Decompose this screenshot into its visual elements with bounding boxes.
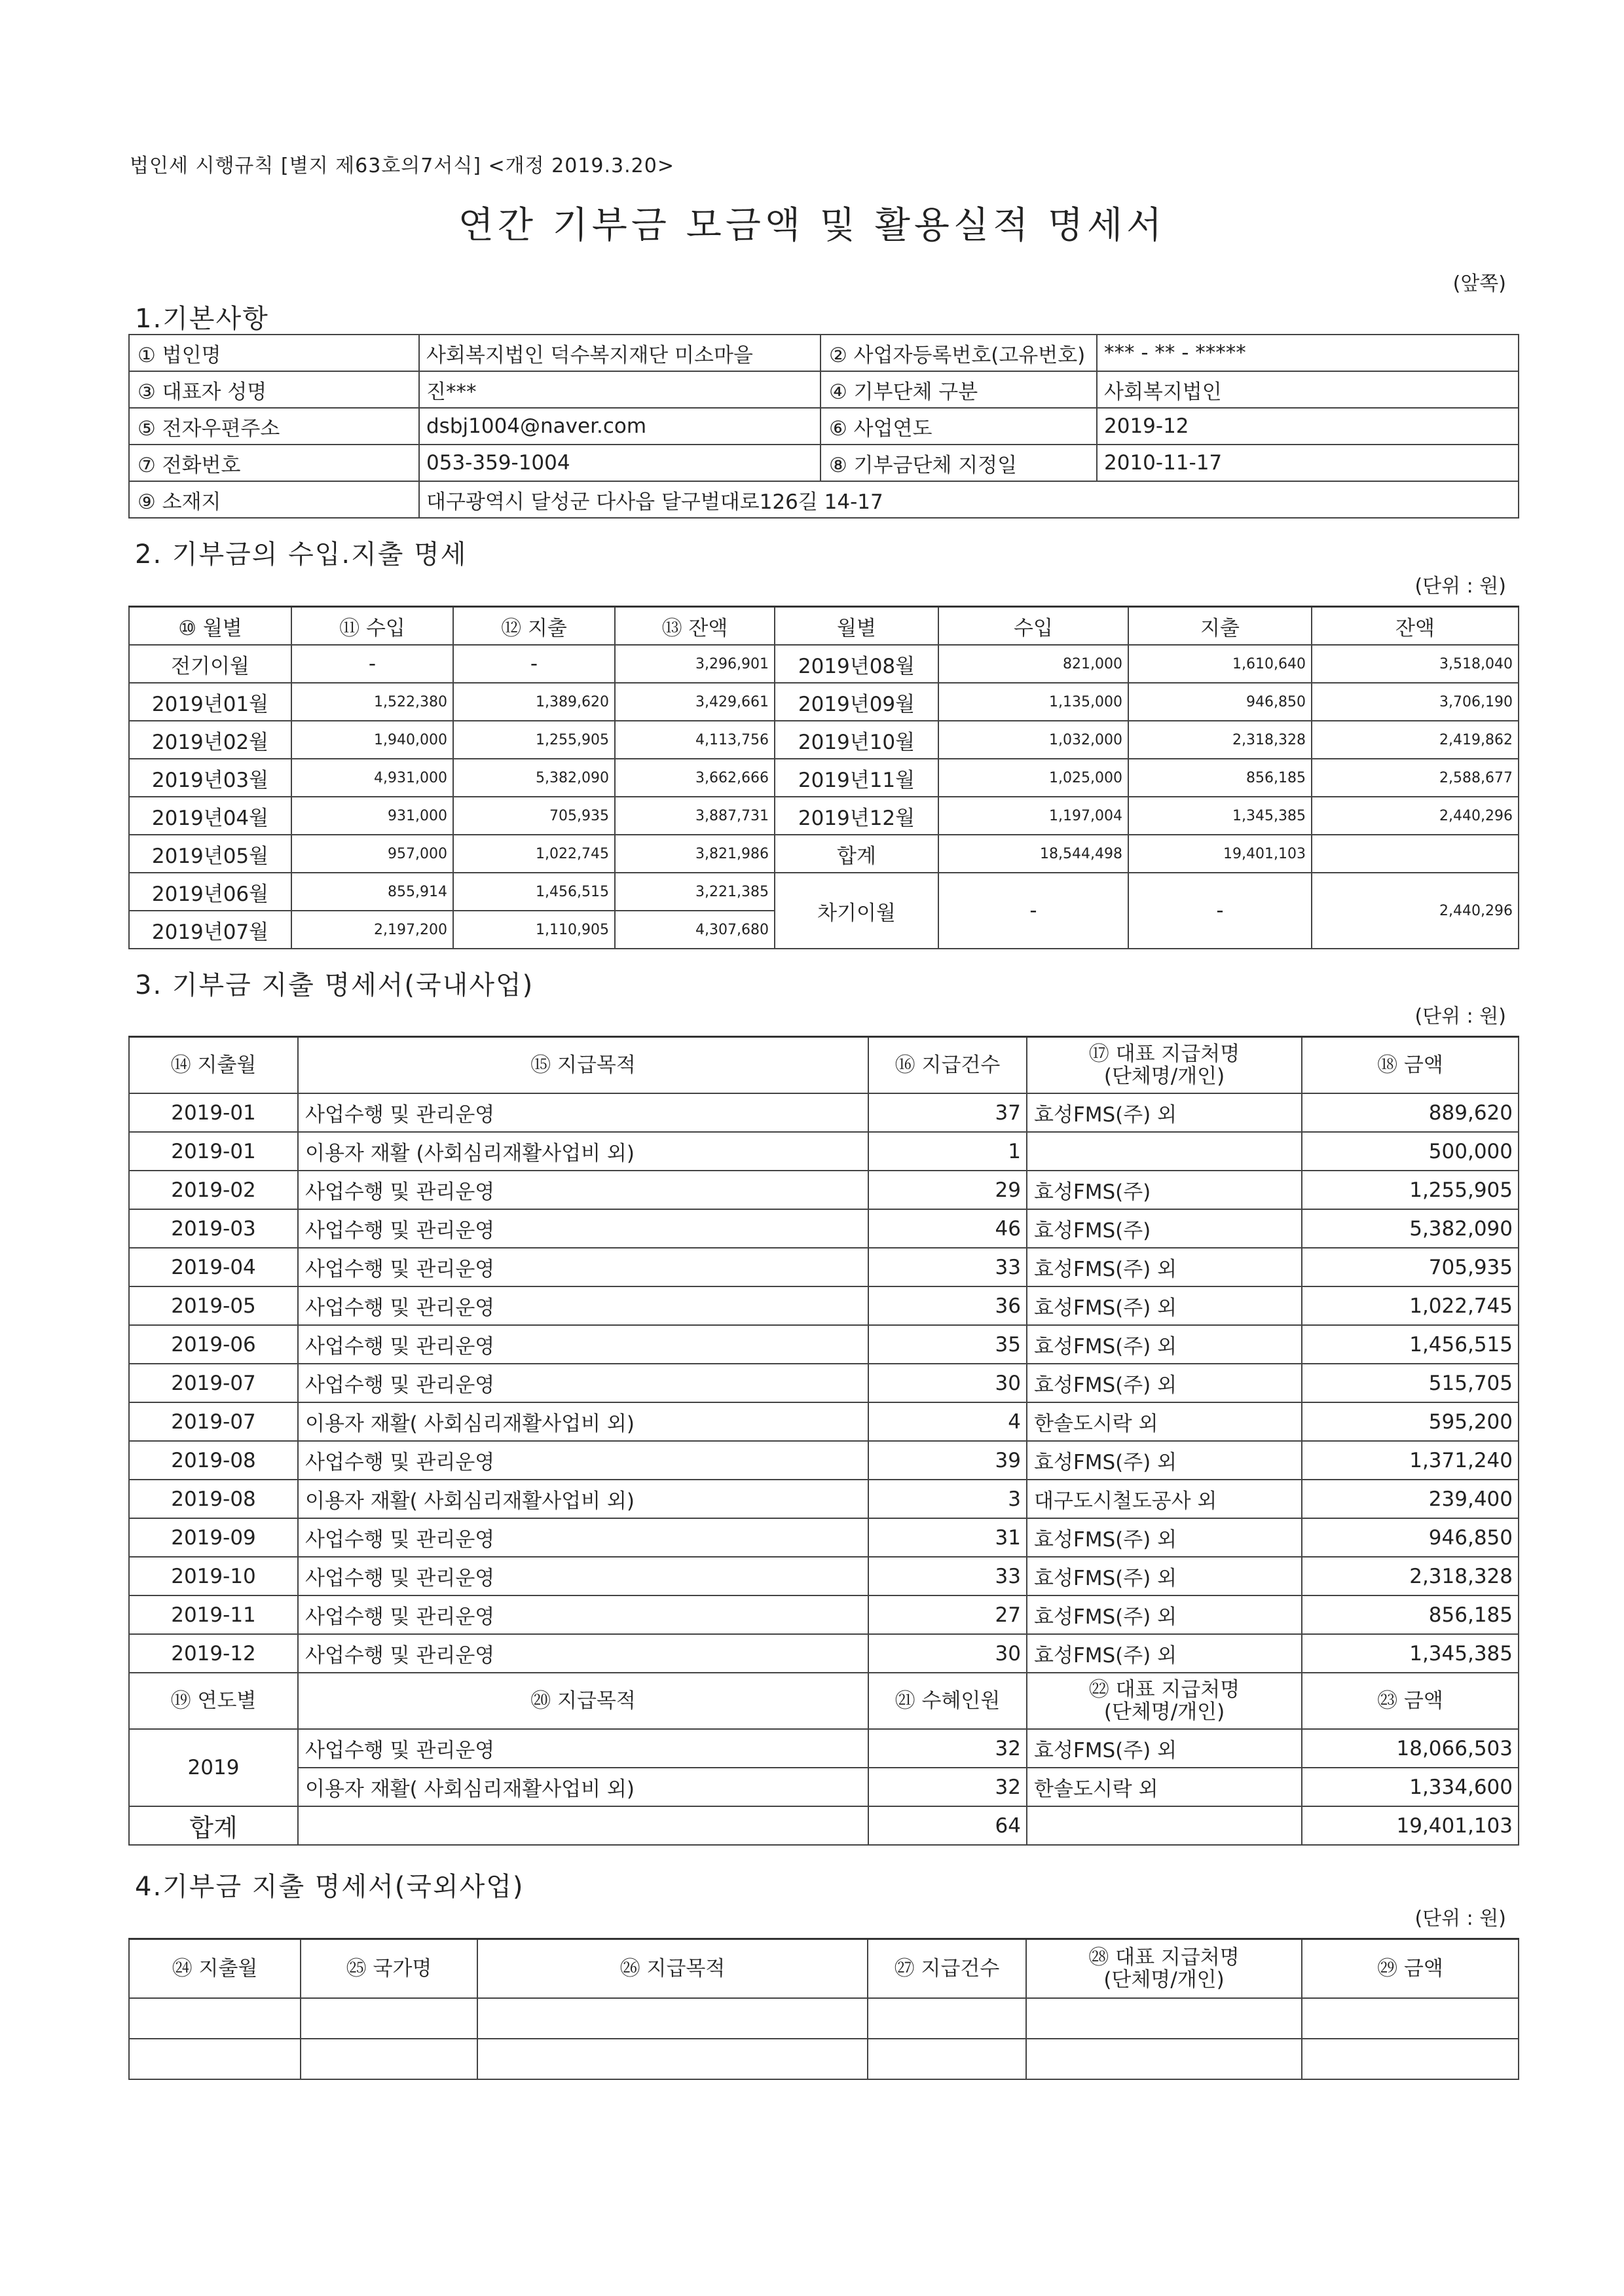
section2-heading: 2. 기부금의 수입.지출 명세	[135, 539, 468, 570]
expense-amount: 239,400	[1302, 1480, 1519, 1518]
expense-payee: 한솔도시락 외	[1027, 1402, 1302, 1441]
info-value: 사회복지법인	[1097, 371, 1519, 408]
income-cell: 821,000	[938, 645, 1128, 683]
column-header: 수입	[938, 607, 1128, 646]
expense-row	[129, 1557, 1519, 1595]
balance-cell: 2,588,677	[1312, 759, 1519, 797]
month-cell: 2019년12월	[775, 797, 938, 835]
header-month: ㉔ 지출월	[129, 1939, 301, 1999]
expense-payee: 효성FMS(주) 외	[1027, 1325, 1302, 1364]
section3-unit: (단위 : 원)	[1414, 1005, 1506, 1028]
expense-month: 2019-08	[129, 1480, 298, 1518]
expense-payee: 효성FMS(주) 외	[1027, 1093, 1302, 1132]
expense-purpose: 사업수행 및 관리운영	[298, 1557, 868, 1595]
annual-header-purpose: ⑳ 지급목적	[298, 1673, 868, 1729]
expense-row	[129, 1325, 1519, 1364]
balance-cell: 4,113,756	[615, 721, 775, 759]
expense-count: 39	[868, 1441, 1027, 1480]
expense-payee: 효성FMS(주) 외	[1027, 1518, 1302, 1557]
header-payee	[1027, 1037, 1302, 1094]
balance-cell: 3,221,385	[615, 873, 775, 911]
income-cell: 1,135,000	[938, 683, 1128, 721]
expense-purpose: 사업수행 및 관리운영	[298, 1093, 868, 1132]
expense-payee: 대구도시철도공사 외	[1027, 1480, 1302, 1518]
empty-row	[129, 1998, 1519, 2039]
balance-cell: 3,821,986	[615, 835, 775, 873]
annual-purpose: 사업수행 및 관리운영	[298, 1729, 868, 1768]
section4-heading: 4.기부금 지출 명세서(국외사업)	[135, 1872, 525, 1902]
expense-payee: 효성FMS(주)	[1027, 1171, 1302, 1209]
carry-forward-income: -	[938, 873, 1128, 949]
annual-header-count: ㉑ 수혜인원	[868, 1673, 1027, 1729]
info-value: 2019-12	[1097, 408, 1519, 445]
annual-header-payee	[1027, 1673, 1302, 1729]
expense-amount: 889,620	[1302, 1093, 1519, 1132]
expense-cell: 1,610,640	[1128, 645, 1312, 683]
monthly-row	[129, 683, 1519, 721]
expense-cell: 1,345,385	[1128, 797, 1312, 835]
annual-amount: 18,066,503	[1302, 1729, 1519, 1768]
info-value: 사회복지법인 덕수복지재단 미소마을	[419, 335, 821, 371]
expense-cell: 1,389,620	[453, 683, 615, 721]
carry-forward-balance: 2,440,296	[1312, 873, 1519, 949]
expense-row	[129, 1286, 1519, 1325]
expense-amount: 705,935	[1302, 1248, 1519, 1286]
balance-cell: 3,662,666	[615, 759, 775, 797]
expense-purpose: 사업수행 및 관리운영	[298, 1441, 868, 1480]
header-count: ⑯ 지급건수	[868, 1037, 1027, 1094]
total-purpose-empty	[298, 1806, 868, 1845]
balance-cell: 4,307,680	[615, 911, 775, 949]
page-side-note: (앞쪽)	[1452, 272, 1506, 295]
annual-amount: 1,334,600	[1302, 1768, 1519, 1806]
month-cell: 2019년09월	[775, 683, 938, 721]
info-row	[129, 371, 1519, 408]
expense-purpose: 이용자 재활( 사회심리재활사업비 외)	[298, 1402, 868, 1441]
income-cell: 1,940,000	[291, 721, 453, 759]
expense-month: 2019-01	[129, 1132, 298, 1171]
expense-count: 33	[868, 1248, 1027, 1286]
expense-row	[129, 1518, 1519, 1557]
expense-month: 2019-02	[129, 1171, 298, 1209]
balance-cell: 3,518,040	[1312, 645, 1519, 683]
carry-forward-expense: -	[1128, 873, 1312, 949]
domestic-expense-table	[128, 1036, 1519, 1846]
expense-month: 2019-05	[129, 1286, 298, 1325]
address-value: 대구광역시 달성군 다사읍 달구벌대로126길 14-17	[419, 481, 1519, 518]
address-label: ⑨ 소재지	[129, 481, 419, 518]
expense-amount: 946,850	[1302, 1518, 1519, 1557]
expense-purpose: 사업수행 및 관리운영	[298, 1518, 868, 1557]
expense-cell: 1,255,905	[453, 721, 615, 759]
expense-payee: 효성FMS(주)	[1027, 1209, 1302, 1248]
expense-cell: 2,318,328	[1128, 721, 1312, 759]
column-header: 월별	[775, 607, 938, 646]
expense-amount: 2,318,328	[1302, 1557, 1519, 1595]
expense-row	[129, 1248, 1519, 1286]
monthly-row	[129, 645, 1519, 683]
expense-amount: 500,000	[1302, 1132, 1519, 1171]
expense-payee: 효성FMS(주) 외	[1027, 1248, 1302, 1286]
expense-purpose: 사업수행 및 관리운영	[298, 1364, 868, 1402]
expense-count: 33	[868, 1557, 1027, 1595]
info-value: 2010-11-17	[1097, 445, 1519, 481]
expense-row	[129, 1364, 1519, 1402]
header-payee-line1: ㉘ 대표 지급처명	[1088, 1945, 1240, 1969]
balance-cell: 3,706,190	[1312, 683, 1519, 721]
empty-row	[129, 2039, 1519, 2079]
header-purpose: ㉖ 지급목적	[477, 1939, 868, 1999]
expense-payee	[1027, 1132, 1302, 1171]
income-cell: 931,000	[291, 797, 453, 835]
info-label: ⑥ 사업연도	[821, 408, 1097, 445]
info-label: ⑦ 전화번호	[129, 445, 419, 481]
column-header: ⑪ 수입	[291, 607, 453, 646]
expense-month: 2019-07	[129, 1402, 298, 1441]
column-header: ⑫ 지출	[453, 607, 615, 646]
expense-month: 2019-03	[129, 1209, 298, 1248]
annual-purpose: 이용자 재활( 사회심리재활사업비 외)	[298, 1768, 868, 1806]
income-cell: 1,197,004	[938, 797, 1128, 835]
month-cell: 합계	[775, 835, 938, 873]
expense-count: 1	[868, 1132, 1027, 1171]
income-cell: 957,000	[291, 835, 453, 873]
annual-count: 32	[868, 1768, 1027, 1806]
monthly-row	[129, 797, 1519, 835]
annual-header-payee-line2: (단체명/개인)	[1103, 1700, 1225, 1724]
expense-row	[129, 1402, 1519, 1441]
info-label: ⑤ 전자우편주소	[129, 408, 419, 445]
expense-amount: 515,705	[1302, 1364, 1519, 1402]
balance-cell: 2,440,296	[1312, 797, 1519, 835]
month-cell: 2019년06월	[129, 873, 291, 911]
expense-month: 2019-11	[129, 1595, 298, 1634]
income-cell: 855,914	[291, 873, 453, 911]
expense-purpose: 사업수행 및 관리운영	[298, 1634, 868, 1673]
expense-month: 2019-07	[129, 1364, 298, 1402]
info-label: ② 사업자등록번호(고유번호)	[821, 335, 1097, 371]
info-row	[129, 445, 1519, 481]
expense-cell: 705,935	[453, 797, 615, 835]
header-amount: ㉙ 금액	[1302, 1939, 1519, 1999]
expense-payee: 효성FMS(주) 외	[1027, 1557, 1302, 1595]
expense-purpose: 사업수행 및 관리운영	[298, 1286, 868, 1325]
balance-cell: 3,887,731	[615, 797, 775, 835]
info-row	[129, 408, 1519, 445]
expense-cell: 946,850	[1128, 683, 1312, 721]
expense-month: 2019-04	[129, 1248, 298, 1286]
annual-payee: 한솔도시락 외	[1027, 1768, 1302, 1806]
expense-payee: 효성FMS(주) 외	[1027, 1286, 1302, 1325]
expense-cell: 1,110,905	[453, 911, 615, 949]
month-cell: 전기이월	[129, 645, 291, 683]
annual-header-year: ⑲ 연도별	[129, 1673, 298, 1729]
expense-cell: 1,022,745	[453, 835, 615, 873]
basic-info-table	[128, 334, 1519, 519]
income-cell: 18,544,498	[938, 835, 1128, 873]
balance-cell: 3,296,901	[615, 645, 775, 683]
section3-heading: 3. 기부금 지출 명세서(국내사업)	[135, 970, 534, 1000]
expense-purpose: 이용자 재활( 사회심리재활사업비 외)	[298, 1480, 868, 1518]
month-cell: 2019년07월	[129, 911, 291, 949]
expense-amount: 1,371,240	[1302, 1441, 1519, 1480]
expense-count: 30	[868, 1634, 1027, 1673]
header-payee-line1: ⑰ 대표 지급처명	[1088, 1042, 1240, 1066]
expense-row	[129, 1441, 1519, 1480]
expense-count: 35	[868, 1325, 1027, 1364]
expense-row	[129, 1209, 1519, 1248]
annual-header-payee-line1: ㉒ 대표 지급처명	[1088, 1677, 1240, 1702]
expense-count: 46	[868, 1209, 1027, 1248]
expense-cell: -	[453, 645, 615, 683]
expense-month: 2019-12	[129, 1634, 298, 1673]
expense-cell: 19,401,103	[1128, 835, 1312, 873]
expense-purpose: 사업수행 및 관리운영	[298, 1209, 868, 1248]
month-cell: 2019년10월	[775, 721, 938, 759]
expense-row	[129, 1132, 1519, 1171]
income-cell: 4,931,000	[291, 759, 453, 797]
expense-month: 2019-06	[129, 1325, 298, 1364]
section2-unit: (단위 : 원)	[1414, 575, 1506, 598]
expense-payee: 효성FMS(주) 외	[1027, 1595, 1302, 1634]
expense-month: 2019-01	[129, 1093, 298, 1132]
section1-heading: 1.기본사항	[135, 304, 269, 334]
income-cell: 1,025,000	[938, 759, 1128, 797]
expense-row	[129, 1480, 1519, 1518]
monthly-row	[129, 759, 1519, 797]
info-value: 진***	[419, 371, 821, 408]
total-amount: 19,401,103	[1302, 1806, 1519, 1845]
expense-amount: 1,022,745	[1302, 1286, 1519, 1325]
income-expense-table	[128, 606, 1519, 949]
month-cell: 2019년08월	[775, 645, 938, 683]
column-header: 잔액	[1312, 607, 1519, 646]
annual-header-amount: ㉓ 금액	[1302, 1673, 1519, 1729]
total-label: 합계	[129, 1806, 298, 1845]
header-month: ⑭ 지출월	[129, 1037, 298, 1094]
header-purpose: ⑮ 지급목적	[298, 1037, 868, 1094]
expense-amount: 856,185	[1302, 1595, 1519, 1634]
column-header: ⑬ 잔액	[615, 607, 775, 646]
expense-count: 29	[868, 1171, 1027, 1209]
carry-forward-label: 차기이월	[775, 873, 938, 949]
info-row	[129, 335, 1519, 371]
info-label: ① 법인명	[129, 335, 419, 371]
header-payee-line2: (단체명/개인)	[1103, 1065, 1225, 1088]
expense-month: 2019-10	[129, 1557, 298, 1595]
expense-count: 27	[868, 1595, 1027, 1634]
expense-count: 36	[868, 1286, 1027, 1325]
expense-amount: 5,382,090	[1302, 1209, 1519, 1248]
expense-purpose: 이용자 재활 (사회심리재활사업비 외)	[298, 1132, 868, 1171]
monthly-row	[129, 835, 1519, 873]
expense-row	[129, 1595, 1519, 1634]
expense-purpose: 사업수행 및 관리운영	[298, 1325, 868, 1364]
expense-row	[129, 1634, 1519, 1673]
total-count: 64	[868, 1806, 1027, 1845]
header-count: ㉗ 지급건수	[868, 1939, 1026, 1999]
expense-amount: 595,200	[1302, 1402, 1519, 1441]
expense-payee: 효성FMS(주) 외	[1027, 1634, 1302, 1673]
month-cell: 2019년04월	[129, 797, 291, 835]
expense-amount: 1,345,385	[1302, 1634, 1519, 1673]
header-payee	[1026, 1939, 1302, 1999]
monthly-row	[129, 721, 1519, 759]
income-cell: 2,197,200	[291, 911, 453, 949]
expense-row	[129, 1171, 1519, 1209]
expense-cell: 5,382,090	[453, 759, 615, 797]
annual-payee: 효성FMS(주) 외	[1027, 1729, 1302, 1768]
month-cell: 2019년01월	[129, 683, 291, 721]
info-label: ⑧ 기부금단체 지정일	[821, 445, 1097, 481]
expense-cell: 1,456,515	[453, 873, 615, 911]
income-cell: 1,522,380	[291, 683, 453, 721]
form-reference: 법인세 시행규칙 [별지 제63호의7서식] <개정 2019.3.20>	[130, 155, 674, 177]
month-cell: 2019년05월	[129, 835, 291, 873]
expense-cell: 856,185	[1128, 759, 1312, 797]
expense-count: 4	[868, 1402, 1027, 1441]
expense-row	[129, 1093, 1519, 1132]
column-header: ⑩ 월별	[129, 607, 291, 646]
month-cell: 2019년03월	[129, 759, 291, 797]
expense-count: 31	[868, 1518, 1027, 1557]
section4-unit: (단위 : 원)	[1414, 1907, 1506, 1930]
expense-month: 2019-08	[129, 1441, 298, 1480]
balance-cell: 2,419,862	[1312, 721, 1519, 759]
column-header: 지출	[1128, 607, 1312, 646]
overseas-expense-table	[128, 1938, 1519, 2080]
header-amount: ⑱ 금액	[1302, 1037, 1519, 1094]
month-cell: 2019년11월	[775, 759, 938, 797]
expense-month: 2019-09	[129, 1518, 298, 1557]
expense-payee: 효성FMS(주) 외	[1027, 1364, 1302, 1402]
expense-count: 30	[868, 1364, 1027, 1402]
expense-amount: 1,255,905	[1302, 1171, 1519, 1209]
info-value: *** - ** - *****	[1097, 335, 1519, 371]
header-country: ㉕ 국가명	[301, 1939, 477, 1999]
expense-purpose: 사업수행 및 관리운영	[298, 1171, 868, 1209]
balance-cell: 3,429,661	[615, 683, 775, 721]
annual-year: 2019	[129, 1729, 298, 1806]
annual-count: 32	[868, 1729, 1027, 1768]
month-cell: 2019년02월	[129, 721, 291, 759]
expense-count: 3	[868, 1480, 1027, 1518]
info-value: dsbj1004@naver.com	[419, 408, 821, 445]
expense-amount: 1,456,515	[1302, 1325, 1519, 1364]
income-cell: -	[291, 645, 453, 683]
expense-purpose: 사업수행 및 관리운영	[298, 1248, 868, 1286]
info-label: ③ 대표자 성명	[129, 371, 419, 408]
document-title: 연간 기부금 모금액 및 활용실적 명세서	[458, 204, 1166, 247]
balance-cell	[1312, 835, 1519, 873]
header-payee-line2: (단체명/개인)	[1103, 1968, 1225, 1992]
info-label: ④ 기부단체 구분	[821, 371, 1097, 408]
expense-payee: 효성FMS(주) 외	[1027, 1441, 1302, 1480]
expense-count: 37	[868, 1093, 1027, 1132]
income-cell: 1,032,000	[938, 721, 1128, 759]
total-payee-empty	[1027, 1806, 1302, 1845]
expense-purpose: 사업수행 및 관리운영	[298, 1595, 868, 1634]
info-value: 053-359-1004	[419, 445, 821, 481]
